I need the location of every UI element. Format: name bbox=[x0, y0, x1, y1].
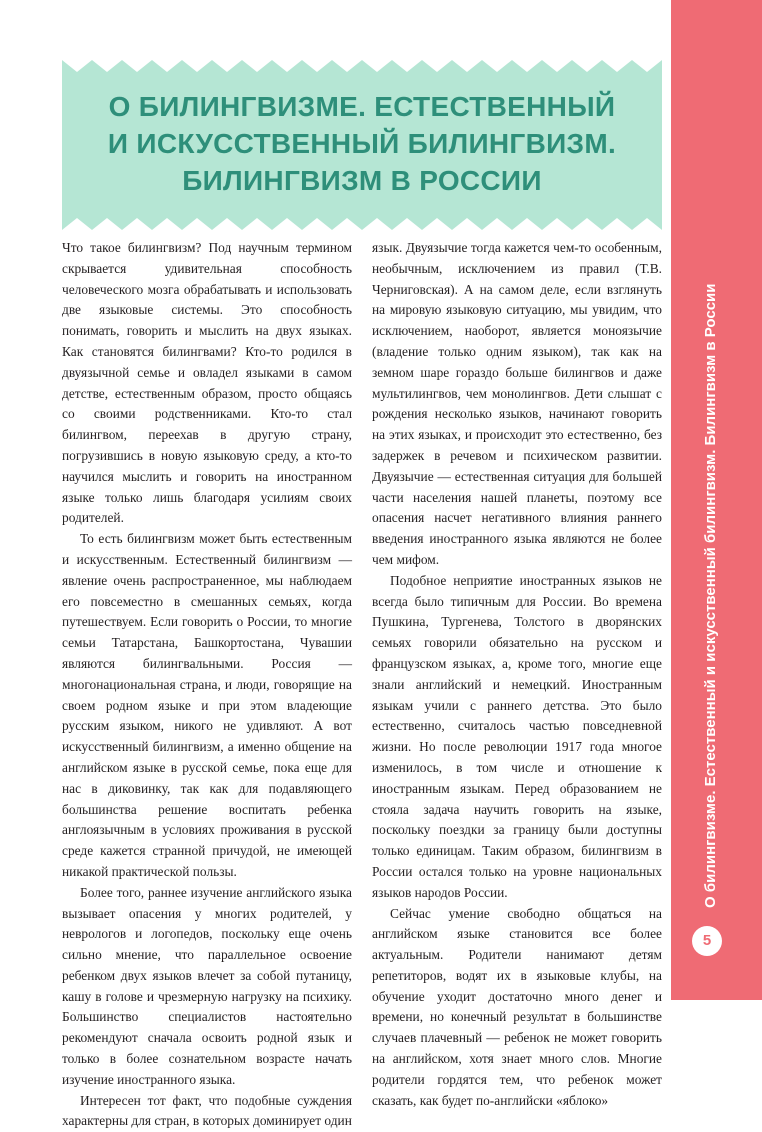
left-column bbox=[62, 238, 352, 1132]
title-line-1: О БИЛИНГВИЗМЕ. ЕСТЕСТВЕННЫЙ bbox=[108, 91, 616, 122]
paragraph: Что такое билингвизм? Под научным термином скрывается удивительная способность человеческого мозга обрабатывать и использовать две языковые системы. Это способность понимать, говорить и мыслить на двух языках. Как становятся билингвами? Кто-то родился в двуязычной семье и овладел языками в самом детстве, естественным образом, просто общаясь со своими родственниками. Кто-то стал билингвом, переехав в другую страну, погрузившись в новую языковую среду, а кто-то научился мыслить и говорить на иностранном языке только лишь благодаря усилиям своих родителей. bbox=[62, 240, 352, 526]
paragraph: То есть билингвизм может быть естественным и искусственным. Естественный билингвизм — явление очень распространенное, мы наблюдаем его повсеместно в смешанных семьях, когда путешествуем. Если говорить о России, то многие семьи Татарстана, Башкортостана, Чувашии являются билингвальными. Россия — многонациональная страна, и люди, говорящие на своем родном языке и при этом владеющие русским языком, никого не удивляют. А вот искусственный билингвизм, а именно общение на английском языке в русской семье, пока еще для нас в диковинку, так как для подавляющего большинства решение воспитать ребенка англоязычным в условиях проживания в русской среде кажется странной причудой, не имеющей никакой практической пользы. bbox=[62, 531, 352, 879]
paragraph: Подобное неприятие иностранных языков не всегда было типичным для России. Во времена Пушкина, Тургенева, Толстого в дворянских семьях говорили обязательно на русском и французском языках, а, кроме того, многие еще знали английский и немецкий. Иностранным языкам учили с раннего детства. Это было естественно, считалось частью повседневной жизни. Но после революции 1917 года многое изменилось, в том числе и отношение к иностранным языкам. Перед образованием не стояла задача научить говорить на языке, поскольку поездки за границу были доступны только единицам. Таким образом, билингвизм в России остался только на уровне национальных языков народов России. bbox=[372, 572, 662, 900]
paragraph: Более того, раннее изучение английского языка вызывает опасения у многих родителей, у неврологов и логопедов, поскольку еще очень сильно мнение, что параллельное освоение ребенком двух языков влечет за собой путаницу, кашу в голове и чрезмерную нагрузку на психику. Большинство специалистов настоятельно рекомендуют сначала освоить родной язык и только в более сознательном возрасте начать изучение иностранного языка. bbox=[62, 884, 352, 1087]
paragraph: Сейчас умение свободно общаться на английском языке становится все более актуальным. Родители нанимают детям репетиторов, водят их в языковые клубы, на обучение уходит достаточно много денег и времени, но конечный результат в большинстве случаев плачевный — ребенок не может говорить на английском, хотя знает много слов. Многие родители гордятся тем, что ребенок может сказать, как будет по-английски «яблоко» bbox=[372, 905, 662, 1108]
page-title bbox=[62, 88, 662, 199]
right-column bbox=[372, 238, 662, 1111]
title-line-2: И ИСКУССТВЕННЫЙ БИЛИНГВИЗМ. bbox=[107, 128, 617, 159]
title-line-3: БИЛИНГВИЗМ В РОССИИ bbox=[182, 165, 542, 196]
paragraph: язык. Двуязычие тогда кажется чем-то особенным, необычным, исключением из правил (Т.В. Черниговская). А на самом деле, если взглянуть на мировую языковую ситуацию, мы увидим, что исключением, наоборот, является моноязычие (владение только одним языком), так как на земном шаре гораздо больше билингвов и даже мультилингвов, чем монолингвов. Дети слышат с рождения несколько языков, начинают говорить на этих языках, и происходит это естественно, без задержек в речевом и психическом развитии. Двуязычие — естественная ситуация для большей части населения нашей планеты, поэтому все опасения насчет негативного влияния раннего введения иностранного языка являются не более чем мифом. bbox=[372, 240, 662, 567]
paragraph: Интересен тот факт, что подобные суждения характерны для стран, в которых доминирует один bbox=[62, 1092, 352, 1129]
chapter-running-title: О билингвизме. Естественный и искусственный билингвизм. Билингвизм в России bbox=[702, 283, 719, 908]
page-number: 5 bbox=[692, 926, 722, 956]
